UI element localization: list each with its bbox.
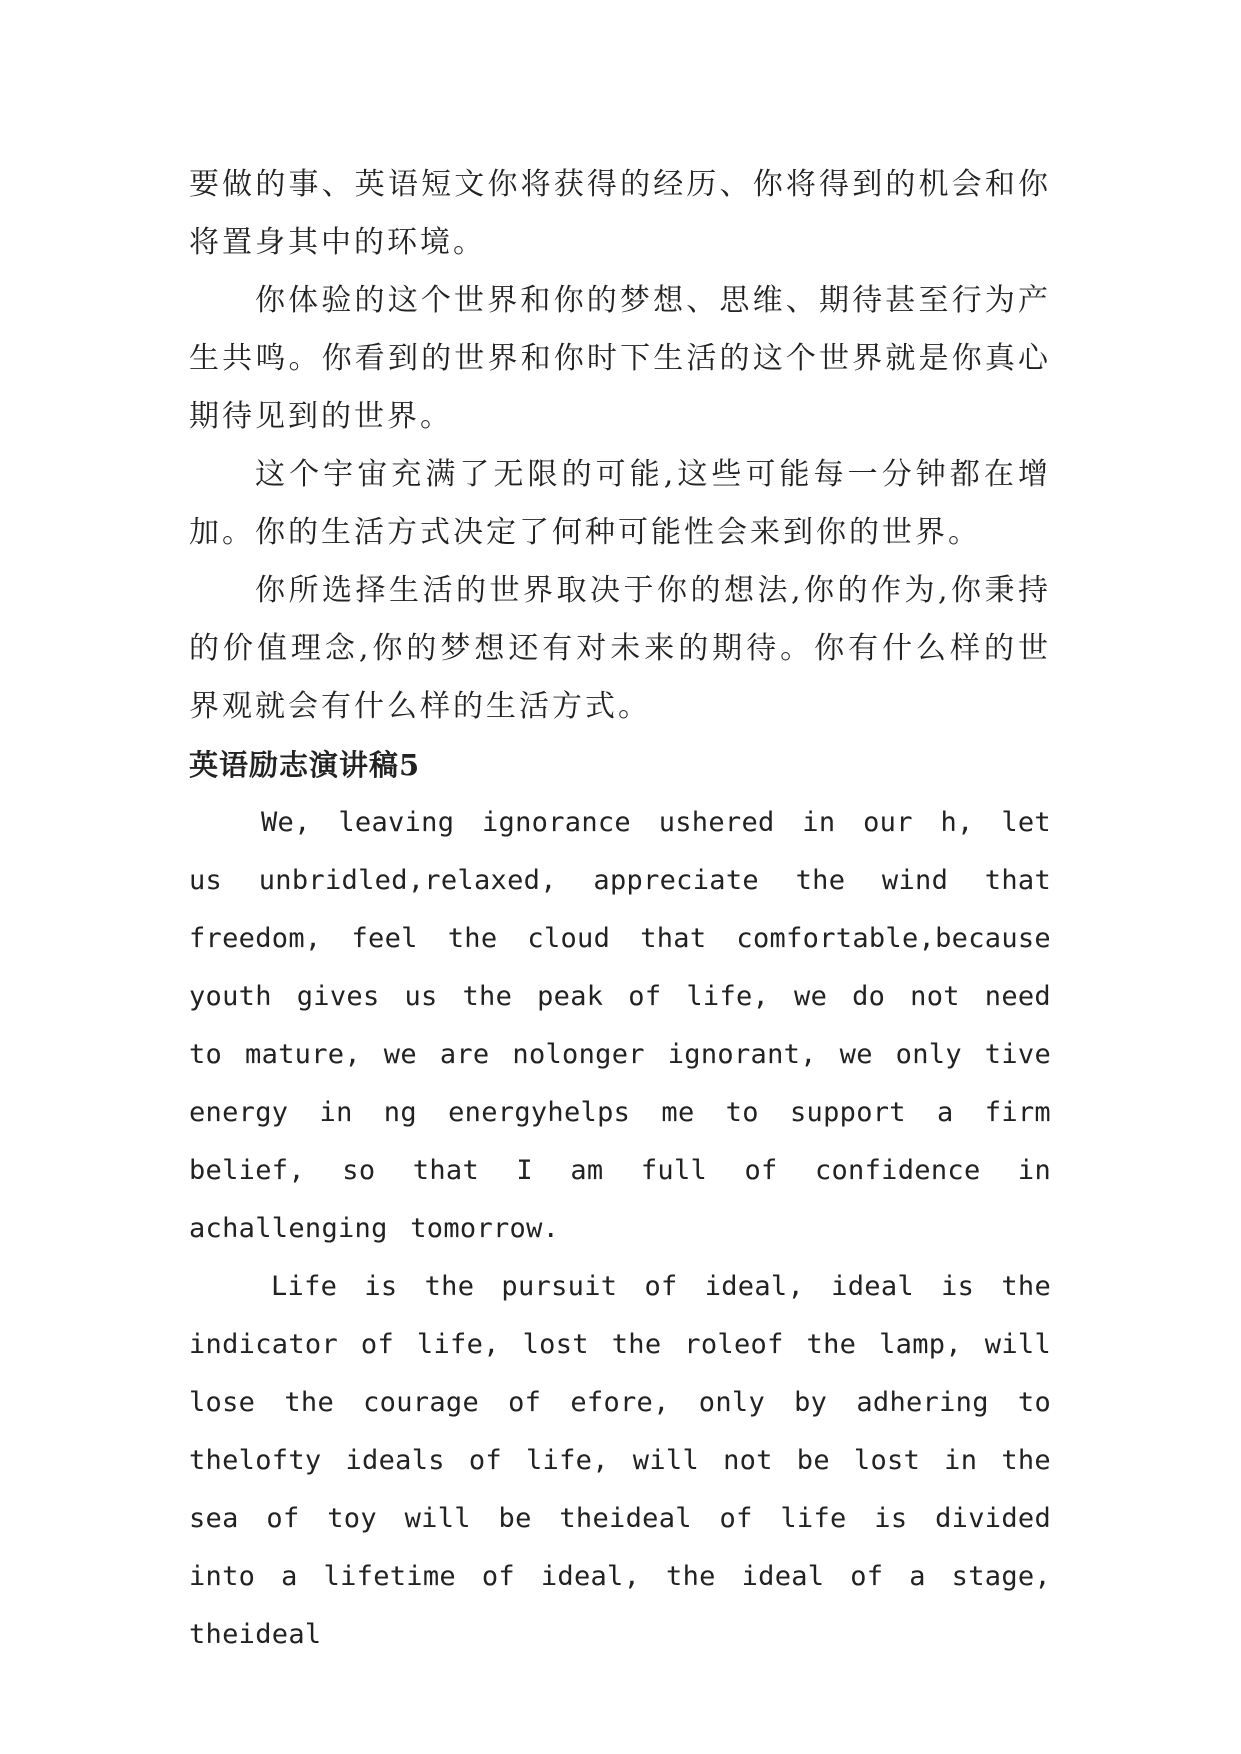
section-heading: 英语励志演讲稿5 (189, 748, 421, 782)
english-paragraph-ideal: Life is the pursuit of ideal, ideal is the indicator of life, lost the roleof the lamp, will lose the courage of efore, only by adhering to thelofty ideals of life, will not be lost in the sea of toy will be theideal of life is divided into a lifetime of ideal, the ideal of a stage, theideal (189, 1271, 1051, 1650)
paragraph-world-experience: 你体验的这个世界和你的梦想、思维、期待甚至行为产生共鸣。你看到的世界和你时下生活的这个世界就是你真心期待见到的世界。 (189, 283, 1051, 434)
document-body (189, 156, 1051, 1664)
paragraph-universe-possibilities: 这个宇宙充满了无限的可能,这些可能每一分钟都在增加。你的生活方式决定了何种可能性会来到你的世界。 (189, 457, 1051, 550)
english-paragraph-youth: We, leaving ignorance ushered in our h, let us unbridled,relaxed, appreciate the wind that freedom, feel the cloud that comfortable,because youth gives us the peak of life, we do not need to mature, we are nolonger ignorant, we only tive energy in ng energyhelps me to support a firm belief, so that I am full of confidence in achallenging tomorrow. (189, 807, 1051, 1244)
paragraph-continuation: 要做的事、英语短文你将获得的经历、你将得到的机会和你将置身其中的环境。 (189, 167, 1051, 260)
paragraph-chosen-world: 你所选择生活的世界取决于你的想法,你的作为,你秉持的价值理念,你的梦想还有对未来的期待。你有什么样的世界观就会有什么样的生活方式。 (189, 573, 1051, 724)
